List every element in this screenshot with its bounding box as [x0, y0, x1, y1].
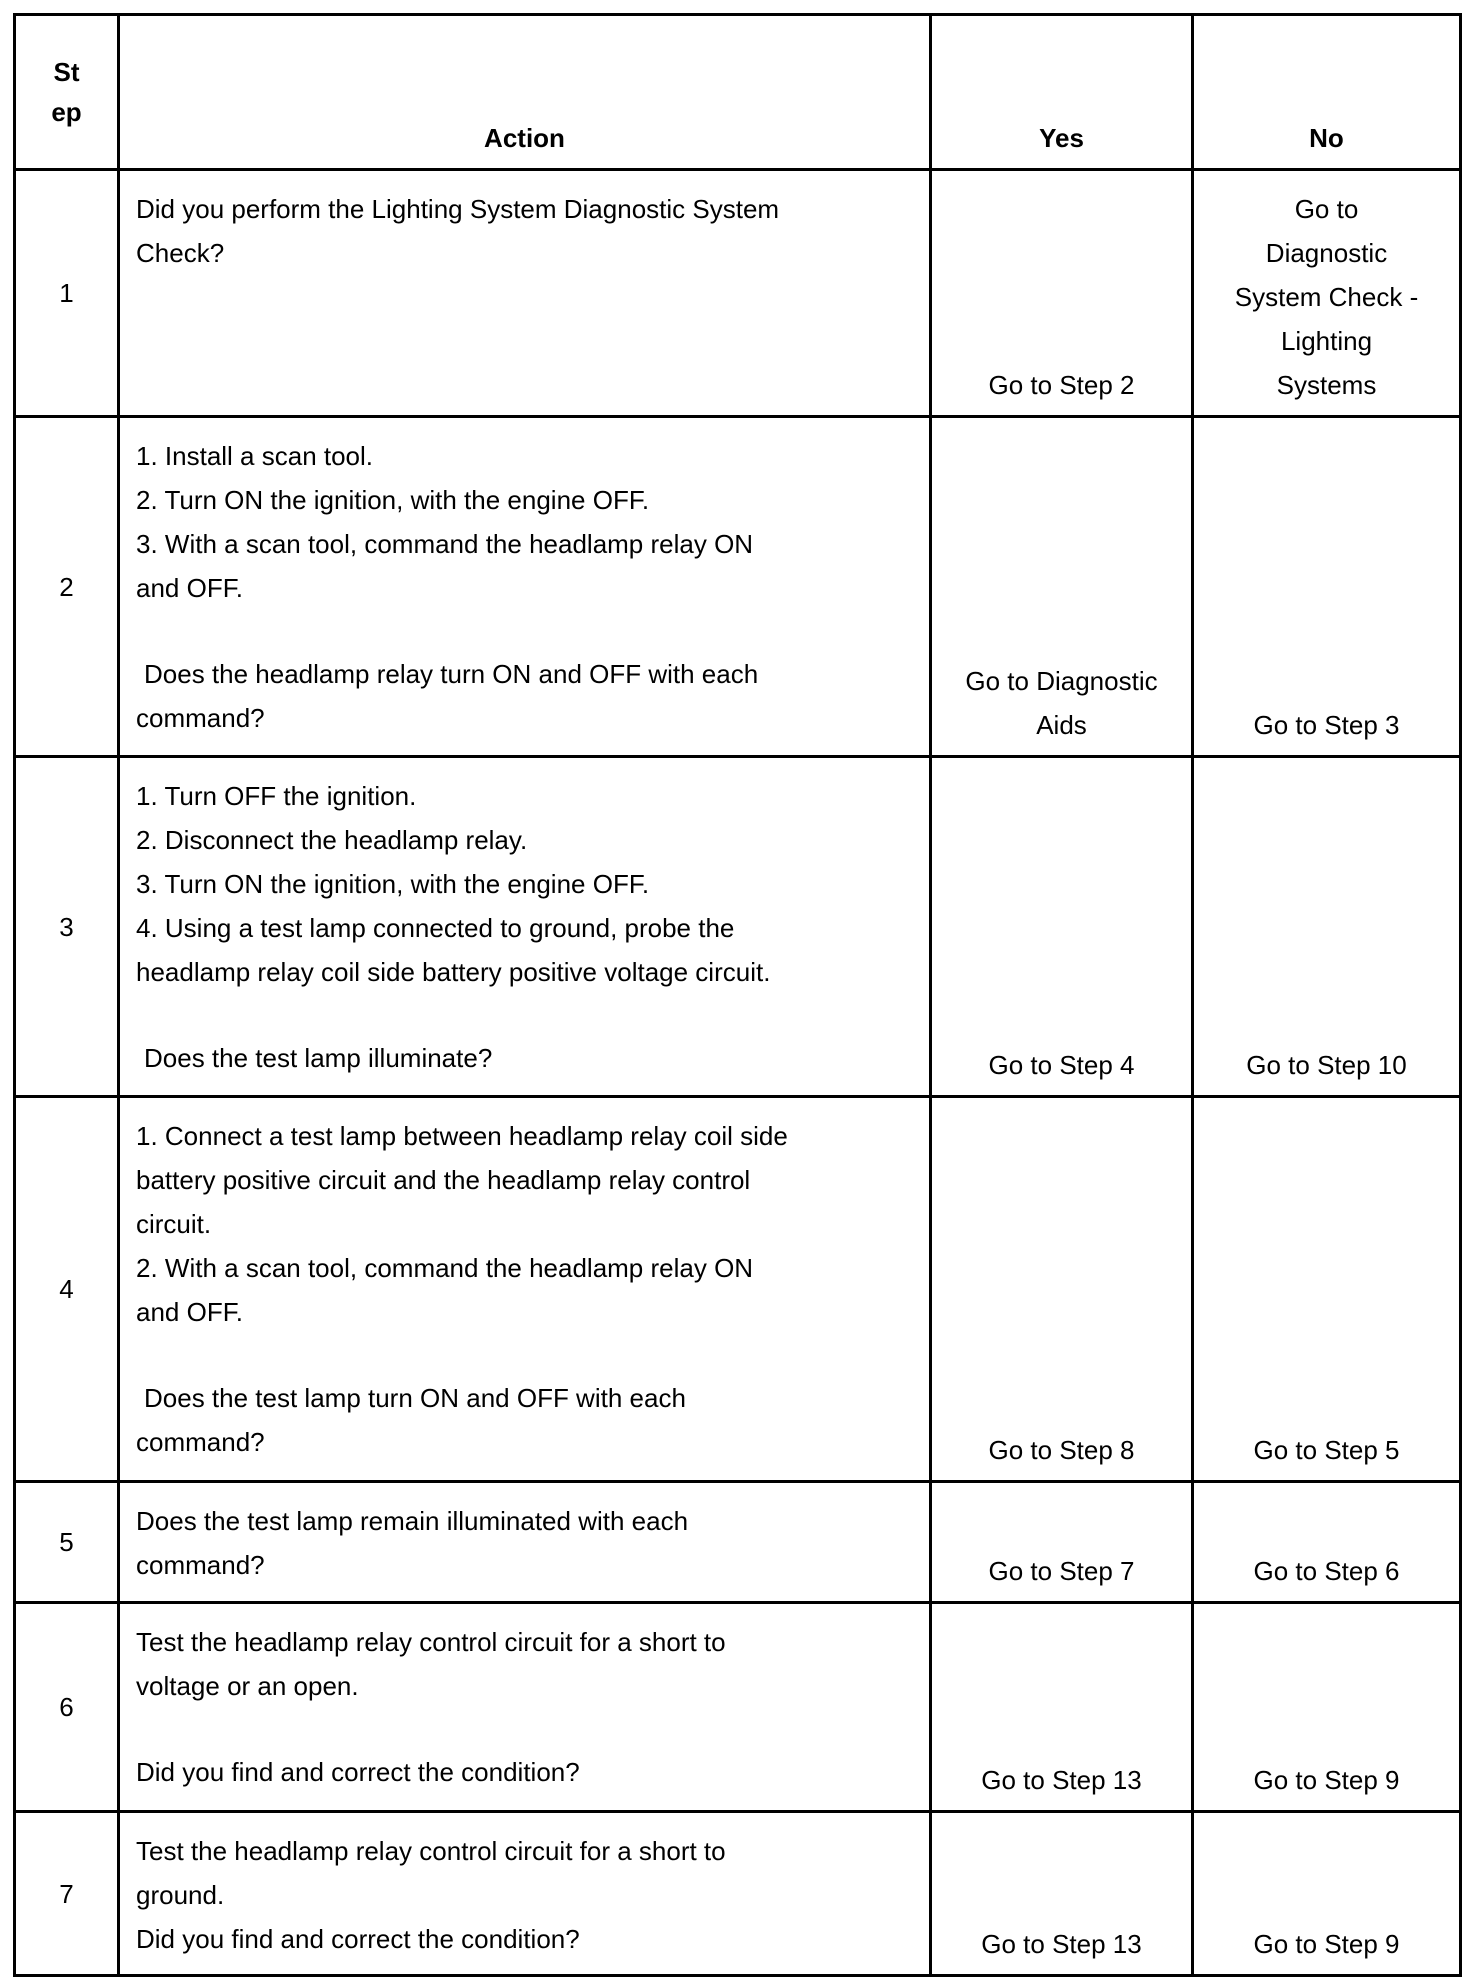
action-cell [119, 1603, 931, 1812]
question-line: command? [136, 703, 265, 733]
no-cell [1193, 1603, 1461, 1812]
table-row [15, 1482, 1461, 1603]
header-step-line2: ep [51, 97, 82, 127]
header-step [15, 15, 119, 170]
action-cell [119, 1482, 931, 1603]
action-cell [119, 417, 931, 757]
table-row [15, 1603, 1461, 1812]
action-line: and OFF. [136, 573, 243, 603]
no-result: Go to Step 9 [1253, 1929, 1400, 1959]
no-result: Go to [1294, 194, 1359, 224]
action-line: Test the headlamp relay control circuit for a short to [136, 1627, 726, 1657]
yes-cell [931, 1812, 1193, 1976]
action-line: headlamp relay coil side battery positive voltage circuit. [136, 957, 771, 987]
action-cell [119, 170, 931, 417]
yes-result: Go to Step 4 [988, 1050, 1135, 1080]
yes-result: Go to Step 2 [988, 370, 1135, 400]
action-line: Does the test lamp remain illuminated with each [136, 1506, 689, 1536]
yes-cell [931, 1482, 1193, 1603]
action-cell [119, 1812, 931, 1976]
step-number: 4 [15, 1097, 119, 1482]
header-action: Action [119, 15, 931, 170]
yes-cell [931, 417, 1193, 757]
no-cell [1193, 170, 1461, 417]
action-line: circuit. [136, 1209, 212, 1239]
question-line: Did you find and correct the condition? [136, 1757, 580, 1787]
table-row [15, 757, 1461, 1097]
step-number: 1 [15, 170, 119, 417]
action-line: ground. [136, 1880, 225, 1910]
no-result: Go to Step 10 [1246, 1050, 1407, 1080]
no-result: Systems [1276, 370, 1377, 400]
table-row [15, 170, 1461, 417]
action-line: Did you perform the Lighting System Diagnostic System [136, 194, 780, 224]
no-cell [1193, 417, 1461, 757]
action-line: 2. Turn ON the ignition, with the engine OFF. [136, 485, 650, 515]
step-number: 3 [15, 757, 119, 1097]
action-line: 3. Turn ON the ignition, with the engine OFF. [136, 869, 650, 899]
step-number: 6 [15, 1603, 119, 1812]
no-result: System Check - [1234, 282, 1419, 312]
step-number: 7 [15, 1812, 119, 1976]
yes-result: Go to Step 13 [981, 1765, 1142, 1795]
table-row [15, 417, 1461, 757]
action-cell [119, 1097, 931, 1482]
yes-result: Aids [1036, 710, 1087, 740]
action-line: 2. Disconnect the headlamp relay. [136, 825, 528, 855]
yes-result: Go to Step 8 [988, 1435, 1135, 1465]
step-number: 5 [15, 1482, 119, 1603]
table-header-row [15, 15, 1461, 170]
yes-result: Go to Step 7 [988, 1556, 1135, 1586]
question-line: Does the test lamp illuminate? [144, 1043, 493, 1073]
table-row [15, 1097, 1461, 1482]
action-line: 1. Connect a test lamp between headlamp relay coil side [136, 1121, 788, 1151]
question-line: Does the test lamp turn ON and OFF with each [144, 1383, 686, 1413]
yes-result: Go to Diagnostic [965, 666, 1158, 696]
action-line: Did you find and correct the condition? [136, 1924, 580, 1954]
no-result: Go to Step 5 [1253, 1435, 1400, 1465]
header-no: No [1193, 15, 1461, 170]
no-result: Go to Step 9 [1253, 1765, 1400, 1795]
action-cell [119, 757, 931, 1097]
no-cell [1193, 1097, 1461, 1482]
question-line: Does the headlamp relay turn ON and OFF with each [144, 659, 759, 689]
table-row [15, 1812, 1461, 1976]
action-line: 2. With a scan tool, command the headlamp relay ON [136, 1253, 754, 1283]
action-line: voltage or an open. [136, 1671, 359, 1701]
action-line: 1. Install a scan tool. [136, 441, 374, 471]
no-result: Go to Step 3 [1253, 710, 1400, 740]
action-line: command? [136, 1550, 265, 1580]
action-line: Test the headlamp relay control circuit for a short to [136, 1836, 726, 1866]
action-line: 3. With a scan tool, command the headlamp relay ON [136, 529, 754, 559]
step-number: 2 [15, 417, 119, 757]
yes-cell [931, 170, 1193, 417]
no-cell [1193, 1482, 1461, 1603]
yes-result: Go to Step 13 [981, 1929, 1142, 1959]
action-line: and OFF. [136, 1297, 243, 1327]
header-step-line1: St [53, 57, 80, 87]
question-line: command? [136, 1427, 265, 1457]
yes-cell [931, 1097, 1193, 1482]
yes-cell [931, 1603, 1193, 1812]
action-line: 4. Using a test lamp connected to ground, probe the [136, 913, 735, 943]
no-result: Lighting [1280, 326, 1373, 356]
action-line: battery positive circuit and the headlamp relay control [136, 1165, 751, 1195]
action-line: 1. Turn OFF the ignition. [136, 781, 417, 811]
no-cell [1193, 1812, 1461, 1976]
action-line: Check? [136, 238, 225, 268]
no-result: Diagnostic [1265, 238, 1388, 268]
no-cell [1193, 757, 1461, 1097]
header-yes: Yes [931, 15, 1193, 170]
yes-cell [931, 757, 1193, 1097]
diagnostic-table [13, 13, 1462, 1977]
no-result: Go to Step 6 [1253, 1556, 1400, 1586]
